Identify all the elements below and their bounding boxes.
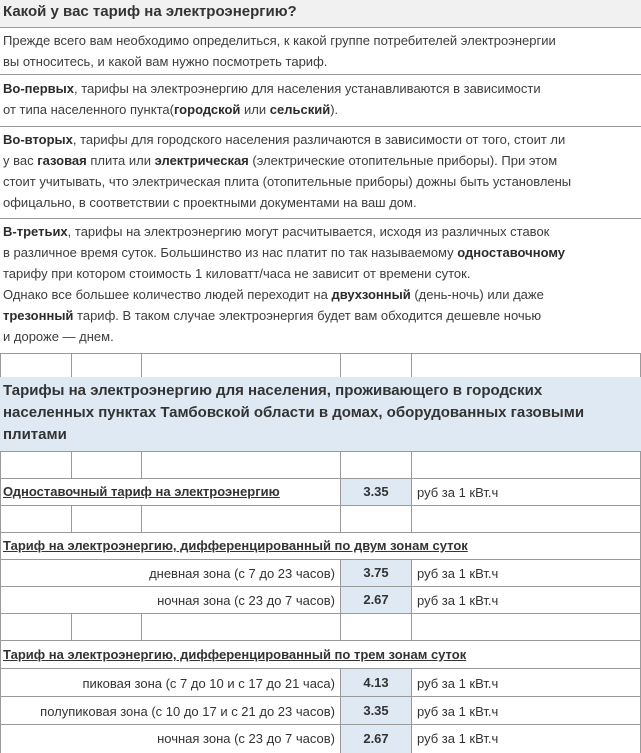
bold-term: Во-вторых <box>3 132 73 147</box>
night-zone-3-label: ночная зона (с 23 до 7 часов) <box>157 731 335 746</box>
bold-term: трезонный <box>3 308 74 323</box>
bold-term: двухзонный <box>331 287 411 302</box>
grid-line <box>0 640 641 641</box>
bold-term: сельский <box>269 102 331 117</box>
text-line <box>3 242 641 263</box>
grid-line <box>0 724 641 725</box>
bold-term: Во-первых <box>3 81 75 96</box>
text-line: Прежде всего вам необходимо определиться, к какой группе потребителей электроэнергии <box>3 33 556 48</box>
text-line <box>3 305 641 326</box>
bold-term: одноставочному <box>457 245 566 260</box>
grid-line <box>0 353 641 354</box>
night-zone-label: ночная зона (с 23 до 7 часов) <box>157 593 335 608</box>
text-line <box>3 99 641 120</box>
first-point-paragraph <box>0 75 641 127</box>
text-span: ). <box>330 102 339 117</box>
text-line <box>3 221 641 242</box>
grid-line <box>340 613 341 640</box>
second-point-paragraph <box>0 127 641 219</box>
grid-line <box>0 505 641 506</box>
text-line: вы относитесь, и какой вам нужно посмотреть тариф. <box>3 54 328 69</box>
peak-zone-label: пиковая зона (с 7 до 10 и с 17 до 21 часа) <box>82 676 335 691</box>
text-span: , тарифы для городского населения различаются в зависимости от того, стоит ли <box>72 132 566 147</box>
half-peak-zone-value: 3.35 <box>341 697 411 724</box>
text-line: офицально, в соответствии с проектными документами на ваш дом. <box>3 195 417 210</box>
grid-line <box>141 353 142 377</box>
night-zone-value: 2.67 <box>341 587 411 613</box>
text-line: тарифу при котором стоимость 1 киловатт/часа не зависит от времени суток. <box>3 266 471 281</box>
page-heading-bar <box>0 0 641 28</box>
grid-line <box>340 505 341 532</box>
single-rate-label: Одноставочный тариф на электроэнергию <box>3 484 280 499</box>
grid-line <box>0 696 641 697</box>
text-span: , тарифы на электроэнергию могут расчитывается, исходя из различных ставок <box>67 224 550 239</box>
day-zone-label: дневная зона (с 7 до 23 часов) <box>149 566 335 581</box>
three-zone-title: Тариф на электроэнергию, дифференцированный по трем зонам суток <box>3 647 467 662</box>
grid-line <box>0 668 641 669</box>
unit-label: руб за 1 кВт.ч <box>417 676 499 691</box>
unit-label: руб за 1 кВт.ч <box>417 485 499 500</box>
grid-line <box>71 353 72 377</box>
grid-line <box>71 613 72 640</box>
text-span: (день-ночь) или даже <box>410 287 544 302</box>
night-zone-3-value: 2.67 <box>341 725 411 753</box>
grid-line <box>141 451 142 478</box>
bold-term: газовая <box>37 153 87 168</box>
text-span: Однако все большее количество людей переходит на <box>3 287 332 302</box>
grid-line <box>340 451 341 478</box>
third-point-paragraph <box>0 219 641 353</box>
text-span: , тарифы на электроэнергию для населения устанавливаются в зависимости <box>74 81 541 96</box>
intro-paragraph <box>0 28 641 75</box>
grid-line <box>0 478 641 479</box>
bold-term: В-третьих <box>3 224 68 239</box>
grid-line <box>0 613 641 614</box>
half-peak-zone-label: полупиковая зона (с 10 до 17 и с 21 до 23 часов) <box>40 704 335 719</box>
grid-line <box>340 478 341 505</box>
unit-label: руб за 1 кВт.ч <box>417 731 499 746</box>
text-span: у вас <box>3 153 38 168</box>
unit-label: руб за 1 кВт.ч <box>417 566 499 581</box>
grid-line <box>71 451 72 478</box>
grid-line <box>411 353 412 377</box>
text-line: и дороже — днем. <box>3 329 114 344</box>
tariff-table-title: Тарифы на электроэнергию для населения, проживающего в городских населенных пунктах Тамбовской области в домах, оборудованных газовыми плитами <box>0 377 641 451</box>
bold-term: электрическая <box>154 153 249 168</box>
text-span: от типа населенного пункта( <box>3 102 174 117</box>
grid-line <box>411 451 412 478</box>
unit-label: руб за 1 кВт.ч <box>417 593 499 608</box>
grid-line <box>340 353 341 377</box>
grid-line <box>0 451 641 452</box>
text-span: плита или <box>86 153 155 168</box>
text-line <box>3 150 641 171</box>
text-span: в различное время суток. Большинство из нас платит по так называемому <box>3 245 458 260</box>
grid-line <box>411 668 412 753</box>
single-rate-value: 3.35 <box>341 479 411 505</box>
grid-line <box>0 532 641 533</box>
text-line <box>3 284 641 305</box>
text-span: (электрические отопительные приборы). При этом <box>248 153 558 168</box>
grid-line <box>411 505 412 532</box>
text-line: стоит учитывать, что электрическая плита (отопительные приборы) дожны быть установлены <box>3 174 572 189</box>
grid-line <box>0 559 641 560</box>
grid-line <box>71 505 72 532</box>
unit-label: руб за 1 кВт.ч <box>417 704 499 719</box>
text-span: или <box>240 102 270 117</box>
grid-line <box>411 613 412 640</box>
text-line <box>3 78 641 99</box>
grid-line <box>0 586 641 587</box>
text-span: тариф. В таком случае электроэнергия будет вам обходится дешевле ночью <box>73 308 542 323</box>
grid-line <box>141 613 142 640</box>
grid-line <box>141 505 142 532</box>
page-heading: Какой у вас тариф на электроэнергию? <box>3 3 297 20</box>
bold-term: городской <box>173 102 241 117</box>
grid-line <box>411 478 412 505</box>
two-zone-title: Тариф на электроэнергию, дифференцированный по двум зонам суток <box>3 538 468 553</box>
day-zone-value: 3.75 <box>341 560 411 586</box>
text-line <box>3 129 641 150</box>
peak-zone-value: 4.13 <box>341 669 411 696</box>
